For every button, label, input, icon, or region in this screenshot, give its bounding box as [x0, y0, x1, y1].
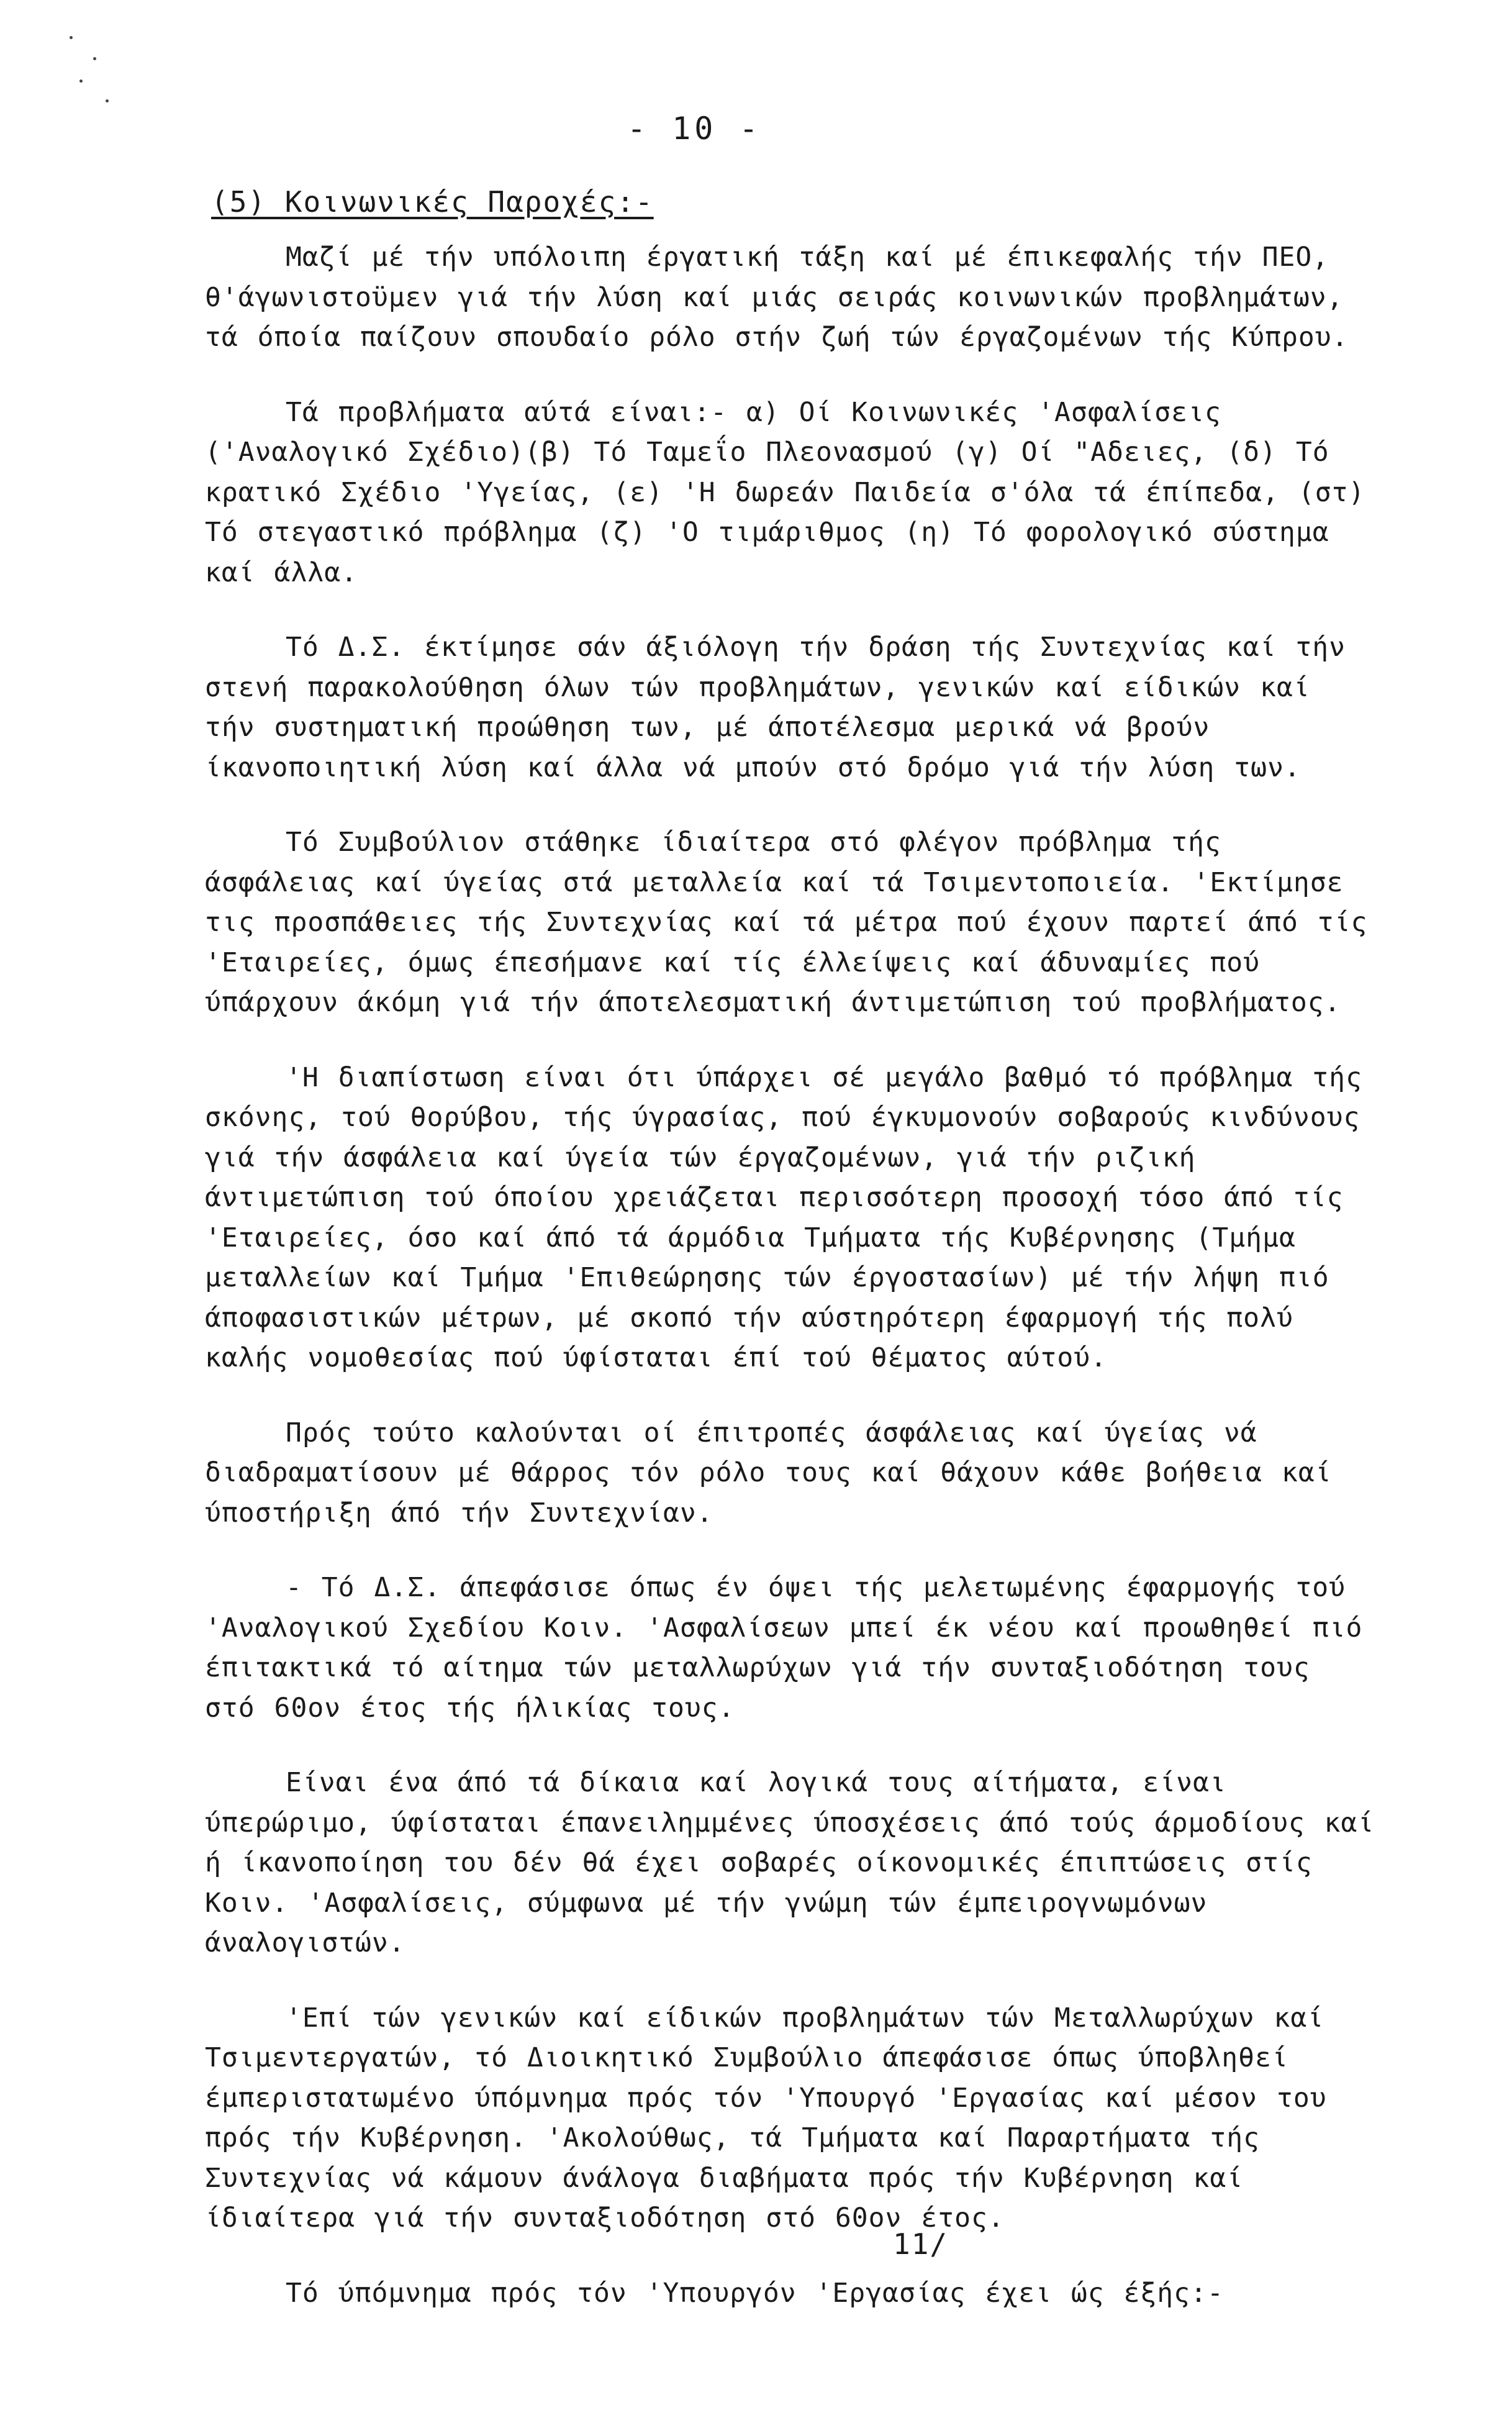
paragraph: Τά προβλήματα αύτά είναι:- α) Οί Κοινωνικές 'Ασφαλίσεις ('Αναλογικό Σχέδιο)(β) Τό Ταμεΐο Πλεονασμού (γ) Οί "Αδειες, (δ) Τό κρατικό Σχέδιο 'Υγείας, (ε) 'Η δωρεάν Παιδεία σ'όλα τά έπίπεδα, (στ) Τό στεγαστικό πρόβλημα (ζ) 'Ο τιμάριθμος (η) Τό φορολογικό σύστημα καί άλλα. — [205, 396, 1365, 588]
paragraph: Τό ύπόμνημα πρός τόν 'Υπουργόν 'Εργασίας έχει ώς έξής:- — [286, 2277, 1224, 2309]
body-text — [205, 237, 1378, 2348]
scan-speck — [79, 80, 83, 83]
paragraph: Είναι ένα άπό τά δίκαια καί λογικά τους αίτήματα, είναι ύπερώριμο, ύφίσταται έπανειλημμένες ύποσχέσεις άπό τούς άρμοδίους καί ή ίκανοποίηση του δέν θά έχει σοβαρές οίκονομικές έπιπτώσεις στίς Κοιν. 'Ασφαλίσεις, σύμφωνα μέ τήν γνώμη τών έμπειρογνωμόνων άναλογιστών. — [205, 1767, 1375, 1958]
scan-speck — [93, 57, 96, 60]
paragraph: - Τό Δ.Σ. άπεφάσισε όπως έν όψει τής μελετωμένης έφαρμογής τού 'Αναλογικού Σχεδίου Κοιν. 'Ασφαλίσεων μπεί έκ νέου καί προωθηθεί πιό έπιτακτικά τό αίτημα τών μεταλλωρύχων γιά τήν συνταξιοδότηση τους στό 60ον έτος τής ήλικίας τους. — [205, 1572, 1363, 1724]
scan-speck — [106, 99, 109, 102]
scan-speck — [70, 36, 73, 39]
paragraph: Μαζί μέ τήν υπόλοιπη έργατική τάξη καί μέ έπικεφαλής τήν ΠΕΟ, θ'άγωνιστοϋμεν γιά τήν λύση καί μιάς σειράς κοινωνικών προβλημάτων, τά όποία παίζουν σπουδαίο ρόλο στήν ζωή τών έργαζομένων τής Κύπρου. — [205, 242, 1349, 353]
paragraph: Τό Δ.Σ. έκτίμησε σάν άξιόλογη τήν δράση τής Συντεχνίας καί τήν στενή παρακολούθηση όλων τών προβλημάτων, γενικών καί είδικών καί τήν συστηματική προώθηση των, μέ άποτέλεσμα μερικά νά βρούν ίκανοποιητική λύση καί άλλα νά μπούν στό δρόμο γιά τήν λύση των. — [205, 632, 1346, 783]
section-heading: (5) Κοινωνικές Παροχές:- — [211, 185, 654, 219]
paragraph: Τό Συμβούλιον στάθηκε ίδιαίτερα στό φλέγον πρόβλημα τής άσφάλειας καί ύγείας στά μεταλλεία καί τά Τσιμεντοποιεία. 'Εκτίμησε τις προσπάθειες τής Συντεχνίας καί τά μέτρα πού έχουν παρτεί άπό τίς 'Εταιρείες, όμως έπεσήμανε καί τίς έλλείψεις καί άδυναμίες πού ύπάρχουν άκόμη γιά τήν άποτελεσματική άντιμετώπιση τού προβλήματος. — [205, 827, 1368, 1018]
paragraph: 'Επί τών γενικών καί είδικών προβλημάτων τών Μεταλλωρύχων καί Τσιμεντεργατών, τό Διοικητικό Συμβούλιο άπεφάσισε όπως ύποβληθεί έμπεριστατωμένο ύπόμνημα πρός τόν 'Υπουργό 'Εργασίας καί μέσον του πρός τήν Κυβέρνηση. 'Ακολούθως, τά Τμήματα καί Παραρτήματα τής Συντεχνίας νά κάμουν άνάλογα διαβήματα πρός τήν Κυβέρνηση καί ίδιαίτερα γιά τήν συνταξιοδότηση στό 60ον έτος. — [205, 2002, 1327, 2234]
paragraph: 'Η διαπίστωση είναι ότι ύπάρχει σέ μεγάλο βαθμό τό πρόβλημα τής σκόνης, τού θορύβου, τής ύγρασίας, πού έγκυμονούν σοβαρούς κινδύνους γιά τήν άσφάλεια καί ύγεία τών έργαζομένων, γιά τήν ριζική άντιμετώπιση τού όποίου χρειάζεται περισσότερη προσοχή τόσο άπό τίς 'Εταιρείες, όσο καί άπό τά άρμόδια Τμήματα τής Κυβέρνησης (Τμήμα μεταλλείων καί Τμήμα 'Επιθεώρησης τών έργοστασίων) μέ τήν λήψη πιό άποφασιστικών μέτρων, μέ σκοπό τήν αύστηρότερη έφαρμογή τής πολύ καλής νομοθεσίας πού ύφίσταται έπί τού θέματος αύτού. — [205, 1061, 1362, 1373]
paragraph: Πρός τούτο καλούνται οί έπιτροπές άσφάλειας καί ύγείας νά διαδραματίσουν μέ θάρρος τόν ρόλο τους καί θάχουν κάθε βοήθεια καί ύποστήριξη άπό τήν Συντεχνίαν. — [205, 1417, 1332, 1529]
continuation-marker: 11/ — [893, 2227, 949, 2261]
page-number: - 10 - — [627, 111, 762, 147]
